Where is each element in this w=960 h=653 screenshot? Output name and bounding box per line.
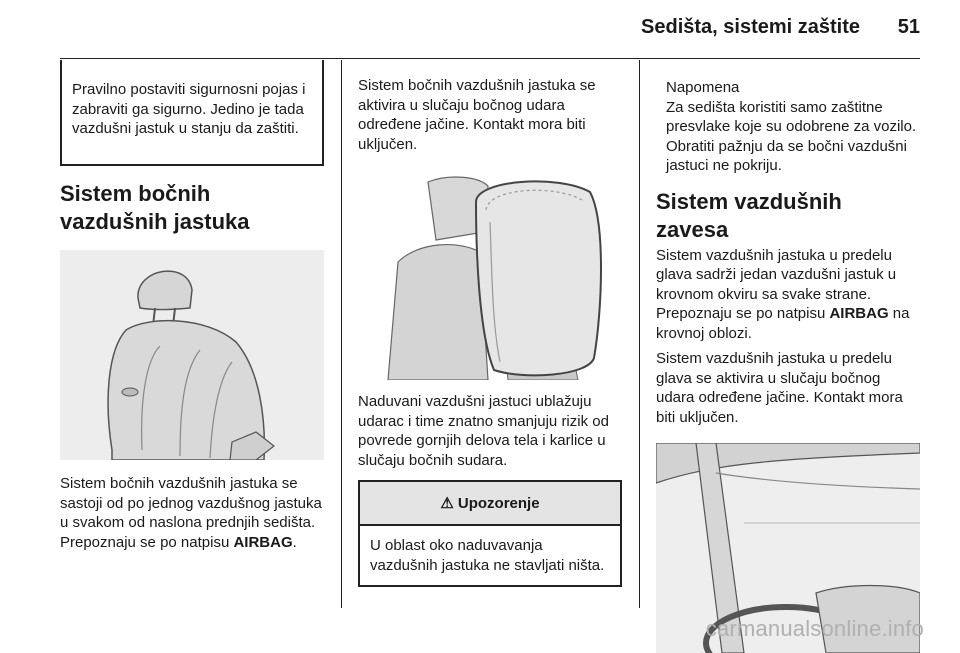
- warning-title: Upozorenje: [457, 494, 540, 512]
- figure-inflated-airbag: [358, 162, 622, 380]
- column-3: [656, 60, 920, 653]
- warning-text: U oblast oko naduvavanja vazdušnih jastuka ne stavljati ništa.: [370, 537, 605, 574]
- side-airbag-description: Sistem bočnih vazdušnih jastuka se sastoji od po jednog vazdušnog jastuka u svakom od naslona prednjih sedišta. Prepoznaju se po natpisu AIRBAG.: [60, 475, 322, 551]
- column-divider-left: [341, 60, 342, 608]
- airbag-label: AIRBAG: [233, 533, 293, 551]
- notice-text: Pravilno postaviti sigurnosni pojas i zabraviti ga sigurno. Jedino je tada vazdušni jastuk u stanju da zaštiti.: [72, 81, 306, 137]
- section-heading-curtain-airbags: Sistem vazdušnih zavesa: [656, 188, 842, 242]
- inflated-airbag-illustration: [358, 162, 622, 380]
- note-text: Za sedišta koristiti samo zaštitne presvlake koje su odobrene za vozilo. Obratiti pažnju da se bočni vazdušni jastuci ne pokriju.: [666, 98, 917, 174]
- note-title: Napomena: [666, 79, 740, 96]
- seat-illustration: [60, 250, 324, 460]
- airbag-label-curtain: AIRBAG: [829, 305, 889, 322]
- page-header-title: Sedišta, sistemi zaštite: [641, 16, 860, 38]
- notice-box: [60, 60, 324, 166]
- watermark-text: carmanualsonline.info: [705, 616, 924, 641]
- header-divider: [60, 58, 920, 59]
- column-2: [358, 60, 622, 587]
- section-heading-side-airbags: Sistem bočnih vazdušnih jastuka: [60, 181, 250, 234]
- figure-seat-airbag: [60, 250, 324, 460]
- column-1: [60, 60, 324, 552]
- side-airbag-activation-text: Sistem bočnih vazdušnih jastuka se aktivira u slučaju bočnog udara određene jačine. Kontakt mora biti uključen.: [358, 77, 596, 153]
- warning-header: [360, 482, 620, 526]
- warning-box: [358, 480, 622, 587]
- warning-triangle-icon: ⚠: [440, 495, 454, 512]
- curtain-airbag-activation-text: Sistem vazdušnih jastuka u predelu glava se aktivira u slučaju bočnog udara određene jačine. Kontakt mora biti uključen.: [656, 350, 903, 426]
- curtain-airbag-description: Sistem vazdušnih jastuka u predelu glava sadrži jedan vazdušni jastuk u krovnom okviru sa svake strane. Prepoznaju se po natpisu AIRBAG na krovnoj oblozi.: [656, 246, 910, 342]
- column-divider-right: [639, 60, 640, 608]
- page-number: 51: [897, 16, 920, 38]
- inflated-airbag-text: Naduvani vazdušni jastuci ublažuju udarac i time znatno smanjuju rizik od povrede gornjih delova tela i karlice u slučaju bočnih sudara.: [358, 393, 609, 469]
